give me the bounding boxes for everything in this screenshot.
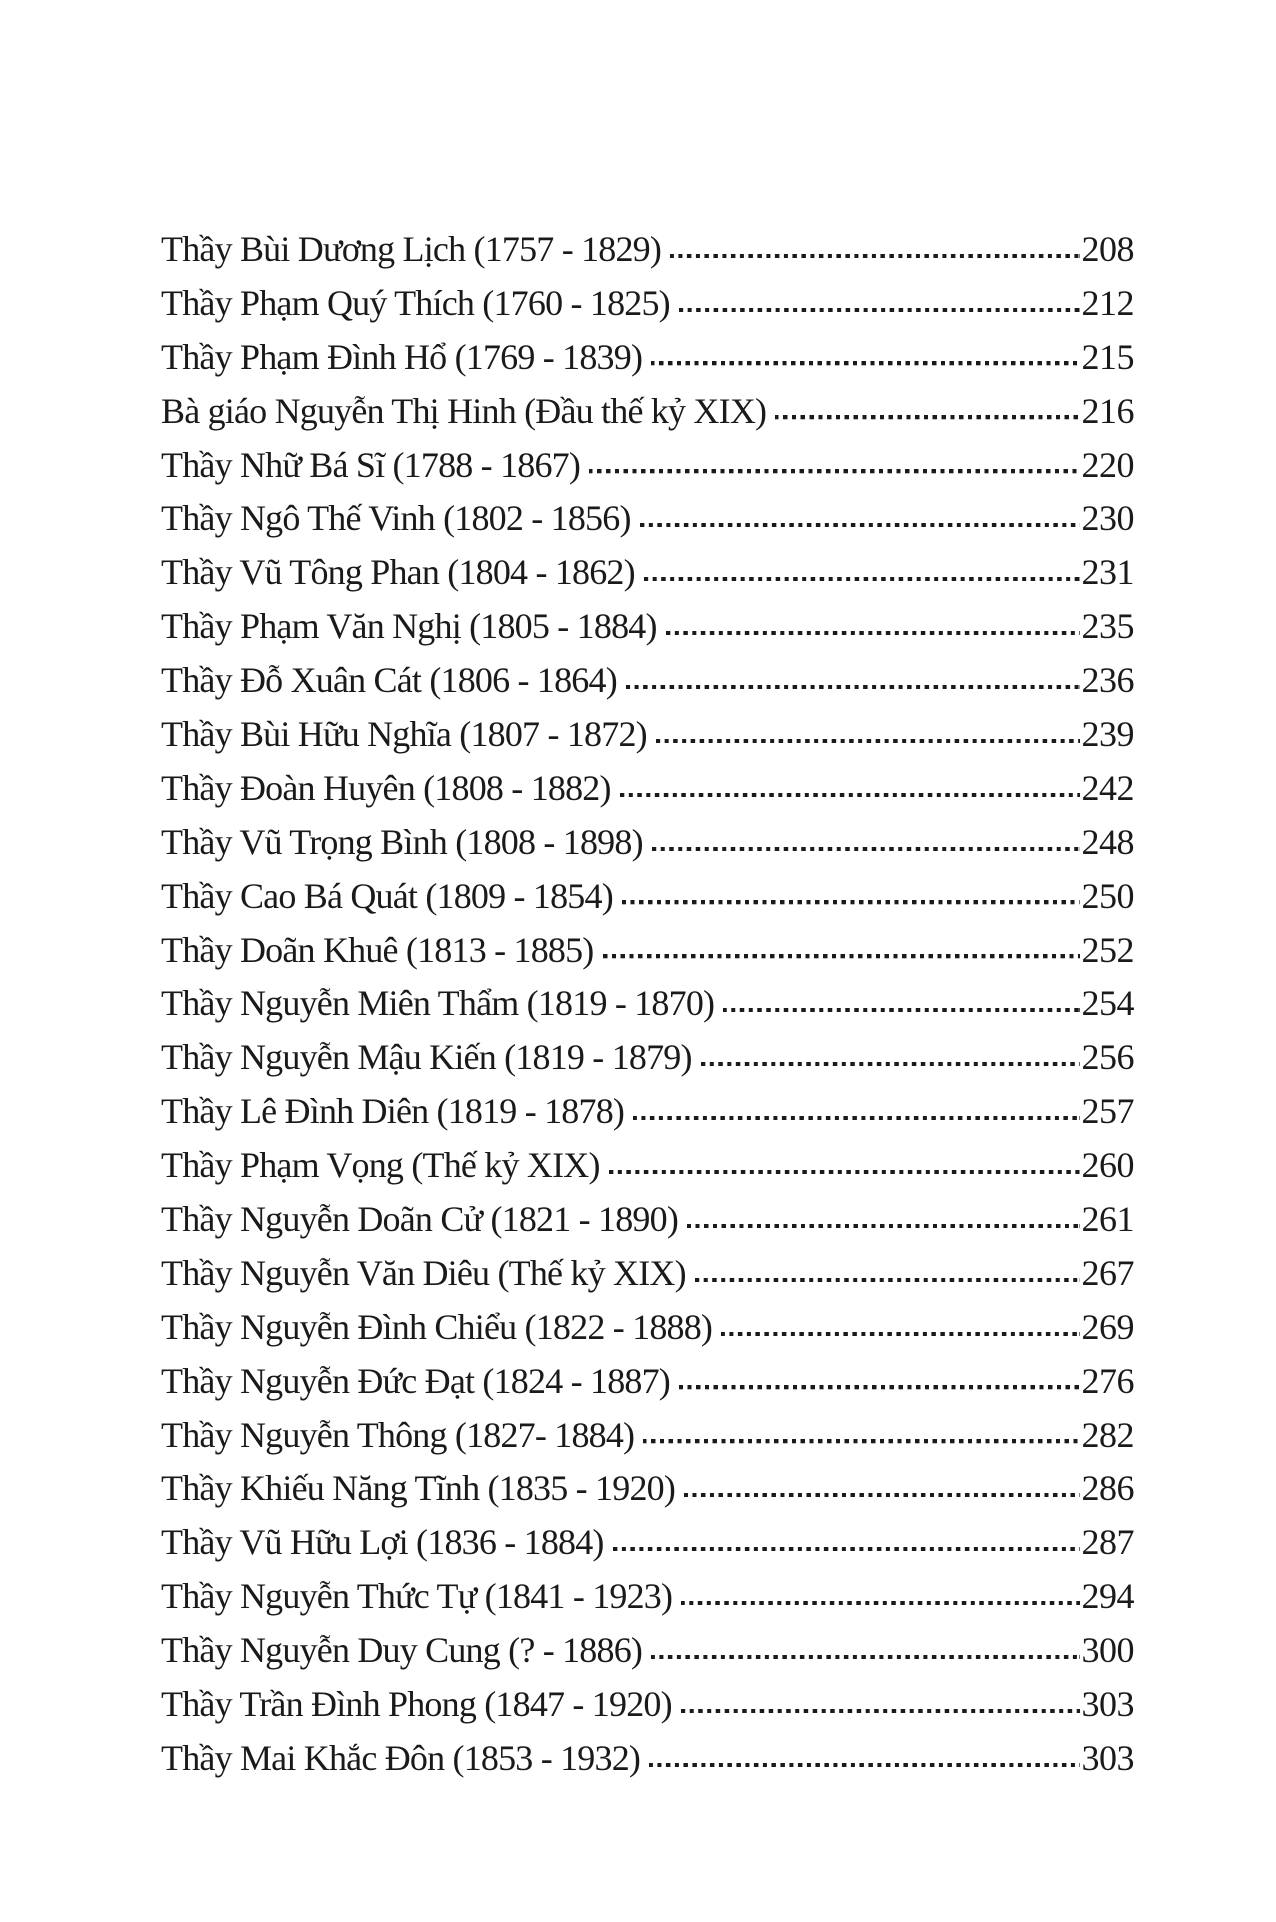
toc-entry-page-number: 261	[1081, 1199, 1134, 1240]
dot-leader	[723, 1008, 1079, 1012]
toc-entry-title: Thầy Nguyễn Thông (1827- 1884)	[161, 1414, 635, 1455]
dot-leader	[701, 1062, 1080, 1066]
dot-leader	[589, 469, 1079, 473]
dot-leader	[643, 1439, 1079, 1443]
toc-entry-row	[161, 1355, 1134, 1409]
toc-entry-page-number: 242	[1081, 767, 1134, 808]
toc-entry-page-number: 282	[1081, 1414, 1134, 1455]
toc-entry-row	[161, 546, 1134, 600]
dot-leader	[681, 1709, 1080, 1713]
toc-entry-row	[161, 1139, 1134, 1193]
toc-entry-page-number: 231	[1081, 552, 1134, 593]
toc-entry-page-number: 303	[1081, 1737, 1134, 1778]
toc-entry-row	[161, 1624, 1134, 1678]
toc-entry-title: Bà giáo Nguyễn Thị Hinh (Đầu thế kỷ XIX)	[161, 390, 767, 431]
toc-entry-page-number: 294	[1081, 1576, 1134, 1617]
toc-entry-title: Thầy Bùi Dương Lịch (1757 - 1829)	[161, 229, 662, 269]
dot-leader	[775, 415, 1079, 419]
toc-entry-row	[161, 1409, 1134, 1463]
toc-entry-page-number: 287	[1081, 1522, 1134, 1563]
toc-entry-title: Thầy Lê Đình Diên (1819 - 1878)	[161, 1091, 625, 1132]
toc-entry-page-number: 260	[1081, 1145, 1134, 1186]
toc-entry-title: Thầy Phạm Đình Hổ (1769 - 1839)	[161, 336, 643, 377]
toc-entry-row	[161, 816, 1134, 870]
toc-entry-page-number: 269	[1081, 1306, 1134, 1347]
toc-entry-title: Thầy Nguyễn Doãn Cử (1821 - 1890)	[161, 1199, 679, 1240]
toc-entry-page-number: 216	[1081, 390, 1134, 431]
toc-entry-row	[161, 977, 1134, 1031]
dot-leader	[609, 1170, 1080, 1174]
toc-entry-row	[161, 1085, 1134, 1139]
toc-entry-row	[161, 1570, 1134, 1624]
toc-entry-title: Thầy Nguyễn Mậu Kiến (1819 - 1879)	[161, 1037, 692, 1078]
toc-entry-page-number: 256	[1081, 1037, 1134, 1078]
dot-leader	[620, 793, 1080, 797]
toc-entry-title: Thầy Cao Bá Quát (1809 - 1854)	[161, 875, 613, 916]
toc-entry-row	[161, 870, 1134, 924]
dot-leader	[684, 1493, 1079, 1497]
toc-entry-row	[161, 1247, 1134, 1301]
dot-leader	[640, 523, 1080, 527]
toc-entry-title: Thầy Đoàn Huyên (1808 - 1882)	[161, 767, 611, 808]
toc-entry-row	[161, 223, 1134, 277]
toc-entry-page-number: 235	[1081, 606, 1134, 647]
toc-entry-title: Thầy Nguyễn Thức Tự (1841 - 1923)	[161, 1576, 673, 1617]
toc-entry-page-number: 252	[1081, 929, 1134, 970]
toc-entry-page-number: 239	[1081, 714, 1134, 755]
toc-entry-title: Thầy Nguyễn Đình Chiểu (1822 - 1888)	[161, 1306, 713, 1347]
toc-entry-page-number: 286	[1081, 1468, 1134, 1509]
toc-entry-page-number: 248	[1081, 821, 1134, 862]
toc-entry-title: Thầy Bùi Hữu Nghĩa (1807 - 1872)	[161, 714, 647, 755]
toc-entry-page-number: 250	[1081, 875, 1134, 916]
toc-entry-title: Thầy Vũ Trọng Bình (1808 - 1898)	[161, 821, 643, 862]
dot-leader	[695, 1278, 1080, 1282]
toc-entry-row	[161, 1516, 1134, 1570]
toc-entry-page-number: 208	[1081, 229, 1134, 269]
toc-entry-title: Thầy Khiếu Năng Tĩnh (1835 - 1920)	[161, 1468, 676, 1509]
toc-entry-page-number: 303	[1081, 1684, 1134, 1725]
toc-entry-row	[161, 654, 1134, 708]
toc-entry-title: Thầy Ngô Thế Vinh (1802 - 1856)	[161, 498, 631, 539]
toc-entry-row	[161, 331, 1134, 385]
dot-leader	[666, 631, 1080, 635]
toc-entry-row	[161, 708, 1134, 762]
toc-entry-row	[161, 492, 1134, 546]
toc-entry-title: Thầy Nguyễn Văn Diêu (Thế kỷ XIX)	[161, 1252, 686, 1293]
toc-entry-row	[161, 1193, 1134, 1247]
toc-entry-title: Thầy Phạm Văn Nghị (1805 - 1884)	[161, 606, 657, 647]
toc-list	[161, 223, 1134, 1786]
dot-leader	[679, 1385, 1080, 1389]
toc-entry-row	[161, 277, 1134, 331]
toc-entry-title: Thầy Nhữ Bá Sĩ (1788 - 1867)	[161, 444, 581, 485]
toc-entry-page-number: 254	[1081, 983, 1134, 1024]
toc-entry-row	[161, 439, 1134, 493]
toc-entry-title: Thầy Nguyễn Miên Thẩm (1819 - 1870)	[161, 983, 715, 1024]
dot-leader	[679, 308, 1080, 312]
toc-entry-page-number: 276	[1081, 1360, 1134, 1401]
toc-entry-row	[161, 1031, 1134, 1085]
dot-leader	[651, 1655, 1079, 1659]
toc-entry-page-number: 230	[1081, 498, 1134, 539]
toc-entry-page-number: 220	[1081, 444, 1134, 485]
dot-leader	[626, 685, 1080, 689]
dot-leader	[656, 739, 1080, 743]
dot-leader	[721, 1332, 1079, 1336]
toc-entry-title: Thầy Mai Khắc Đôn (1853 - 1932)	[161, 1737, 641, 1778]
toc-entry-row	[161, 762, 1134, 816]
toc-entry-row	[161, 1678, 1134, 1732]
toc-entry-row	[161, 1732, 1134, 1786]
toc-entry-title: Thầy Đỗ Xuân Cát (1806 - 1864)	[161, 660, 617, 701]
dot-leader	[603, 954, 1080, 958]
dot-leader	[613, 1547, 1080, 1551]
toc-entry-title: Thầy Trần Đình Phong (1847 - 1920)	[161, 1684, 672, 1725]
toc-entry-row	[161, 385, 1134, 439]
toc-entry-title: Thầy Phạm Quý Thích (1760 - 1825)	[161, 282, 670, 323]
toc-entry-page-number: 212	[1081, 282, 1134, 323]
dot-leader	[644, 577, 1080, 581]
toc-entry-row	[161, 1462, 1134, 1516]
toc-entry-row	[161, 924, 1134, 978]
toc-entry-page-number: 257	[1081, 1091, 1134, 1132]
toc-entry-title: Thầy Nguyễn Duy Cung (? - 1886)	[161, 1630, 643, 1671]
toc-entry-page-number: 267	[1081, 1252, 1134, 1293]
toc-entry-row	[161, 1301, 1134, 1355]
dot-leader	[649, 1763, 1079, 1767]
toc-entry-title: Thầy Phạm Vọng (Thế kỷ XIX)	[161, 1145, 600, 1186]
dot-leader	[670, 254, 1079, 258]
toc-entry-page-number: 236	[1081, 660, 1134, 701]
toc-entry-page-number: 300	[1081, 1630, 1134, 1671]
dot-leader	[681, 1601, 1079, 1605]
toc-entry-title: Thầy Vũ Hữu Lợi (1836 - 1884)	[161, 1522, 604, 1563]
dot-leader	[622, 900, 1080, 904]
dot-leader	[633, 1116, 1079, 1120]
toc-entry-title: Thầy Nguyễn Đức Đạt (1824 - 1887)	[161, 1360, 670, 1401]
dot-leader	[651, 361, 1079, 365]
toc-entry-title: Thầy Vũ Tông Phan (1804 - 1862)	[161, 552, 635, 593]
dot-leader	[652, 847, 1080, 851]
toc-entry-page-number: 215	[1081, 336, 1134, 377]
toc-entry-title: Thầy Doãn Khuê (1813 - 1885)	[161, 929, 594, 970]
toc-entry-row	[161, 600, 1134, 654]
dot-leader	[687, 1224, 1079, 1228]
